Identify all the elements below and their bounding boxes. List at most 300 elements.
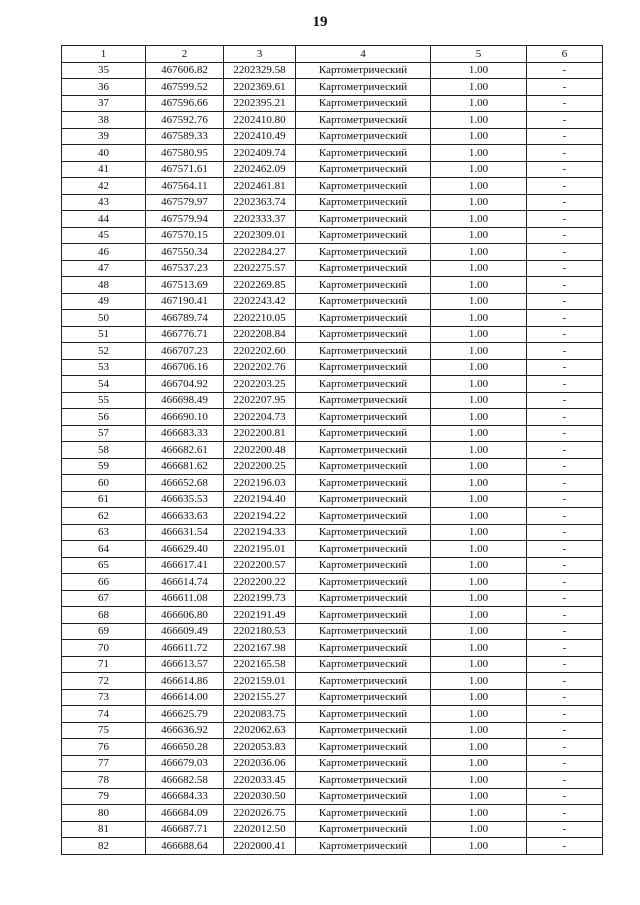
x-coordinate-cell: 467571.61: [146, 161, 224, 178]
accuracy-cell: 1.00: [431, 277, 527, 294]
y-coordinate-cell: 2202269.85: [224, 277, 296, 294]
point-number-cell: 70: [62, 640, 146, 657]
table-row: [62, 178, 603, 195]
x-coordinate-cell: 467570.15: [146, 227, 224, 244]
column-header: 5: [431, 46, 527, 63]
x-coordinate-cell: 466629.40: [146, 541, 224, 558]
note-cell: -: [527, 491, 603, 508]
table-row: [62, 673, 603, 690]
accuracy-cell: 1.00: [431, 244, 527, 261]
method-cell: Картометрический: [296, 211, 431, 228]
y-coordinate-cell: 2202202.60: [224, 343, 296, 360]
x-coordinate-cell: 466690.10: [146, 409, 224, 426]
method-cell: Картометрический: [296, 277, 431, 294]
column-header: 6: [527, 46, 603, 63]
note-cell: -: [527, 425, 603, 442]
table-row: [62, 128, 603, 145]
method-cell: Картометрический: [296, 442, 431, 459]
coordinates-table: [61, 45, 603, 855]
table-row: [62, 821, 603, 838]
point-number-cell: 35: [62, 62, 146, 79]
table-row: [62, 656, 603, 673]
accuracy-cell: 1.00: [431, 706, 527, 723]
point-number-cell: 50: [62, 310, 146, 327]
table-row: [62, 524, 603, 541]
y-coordinate-cell: 2202194.40: [224, 491, 296, 508]
table-row: [62, 755, 603, 772]
y-coordinate-cell: 2202333.37: [224, 211, 296, 228]
y-coordinate-cell: 2202275.57: [224, 260, 296, 277]
y-coordinate-cell: 2202202.76: [224, 359, 296, 376]
column-header: 1: [62, 46, 146, 63]
column-header: 3: [224, 46, 296, 63]
point-number-cell: 73: [62, 689, 146, 706]
method-cell: Картометрический: [296, 95, 431, 112]
y-coordinate-cell: 2202200.25: [224, 458, 296, 475]
x-coordinate-cell: 466683.33: [146, 425, 224, 442]
note-cell: -: [527, 293, 603, 310]
x-coordinate-cell: 466652.68: [146, 475, 224, 492]
y-coordinate-cell: 2202195.01: [224, 541, 296, 558]
method-cell: Картометрический: [296, 706, 431, 723]
x-coordinate-cell: 466625.79: [146, 706, 224, 723]
y-coordinate-cell: 2202159.01: [224, 673, 296, 690]
table-row: [62, 112, 603, 129]
method-cell: Картометрический: [296, 623, 431, 640]
x-coordinate-cell: 466617.41: [146, 557, 224, 574]
method-cell: Картометрический: [296, 656, 431, 673]
method-cell: Картометрический: [296, 788, 431, 805]
x-coordinate-cell: 466682.61: [146, 442, 224, 459]
x-coordinate-cell: 466614.00: [146, 689, 224, 706]
note-cell: -: [527, 574, 603, 591]
accuracy-cell: 1.00: [431, 227, 527, 244]
note-cell: -: [527, 376, 603, 393]
point-number-cell: 47: [62, 260, 146, 277]
table-row: [62, 277, 603, 294]
table-row: [62, 343, 603, 360]
note-cell: -: [527, 755, 603, 772]
note-cell: -: [527, 145, 603, 162]
table-row: [62, 458, 603, 475]
method-cell: Картометрический: [296, 640, 431, 657]
point-number-cell: 65: [62, 557, 146, 574]
point-number-cell: 64: [62, 541, 146, 558]
accuracy-cell: 1.00: [431, 194, 527, 211]
method-cell: Картометрический: [296, 178, 431, 195]
column-header: 2: [146, 46, 224, 63]
note-cell: -: [527, 260, 603, 277]
method-cell: Картометрический: [296, 425, 431, 442]
method-cell: Картометрический: [296, 343, 431, 360]
note-cell: -: [527, 112, 603, 129]
accuracy-cell: 1.00: [431, 805, 527, 822]
x-coordinate-cell: 467589.33: [146, 128, 224, 145]
method-cell: Картометрический: [296, 508, 431, 525]
y-coordinate-cell: 2202196.03: [224, 475, 296, 492]
x-coordinate-cell: 466606.80: [146, 607, 224, 624]
x-coordinate-cell: 466611.72: [146, 640, 224, 657]
accuracy-cell: 1.00: [431, 755, 527, 772]
note-cell: -: [527, 623, 603, 640]
method-cell: Картометрический: [296, 79, 431, 96]
accuracy-cell: 1.00: [431, 62, 527, 79]
method-cell: Картометрический: [296, 145, 431, 162]
y-coordinate-cell: 2202284.27: [224, 244, 296, 261]
method-cell: Картометрический: [296, 128, 431, 145]
accuracy-cell: 1.00: [431, 260, 527, 277]
point-number-cell: 49: [62, 293, 146, 310]
note-cell: -: [527, 805, 603, 822]
point-number-cell: 63: [62, 524, 146, 541]
point-number-cell: 58: [62, 442, 146, 459]
note-cell: -: [527, 79, 603, 96]
method-cell: Картометрический: [296, 359, 431, 376]
note-cell: -: [527, 772, 603, 789]
note-cell: -: [527, 508, 603, 525]
note-cell: -: [527, 442, 603, 459]
table-row: [62, 425, 603, 442]
note-cell: -: [527, 178, 603, 195]
y-coordinate-cell: 2202204.73: [224, 409, 296, 426]
method-cell: Картометрический: [296, 805, 431, 822]
x-coordinate-cell: 466704.92: [146, 376, 224, 393]
accuracy-cell: 1.00: [431, 557, 527, 574]
table-row: [62, 788, 603, 805]
note-cell: -: [527, 475, 603, 492]
note-cell: -: [527, 227, 603, 244]
note-cell: -: [527, 722, 603, 739]
x-coordinate-cell: 467606.82: [146, 62, 224, 79]
table-row: [62, 161, 603, 178]
method-cell: Картометрический: [296, 590, 431, 607]
note-cell: -: [527, 590, 603, 607]
method-cell: Картометрический: [296, 326, 431, 343]
accuracy-cell: 1.00: [431, 607, 527, 624]
method-cell: Картометрический: [296, 838, 431, 855]
page-number: 19: [312, 14, 328, 30]
accuracy-cell: 1.00: [431, 772, 527, 789]
point-number-cell: 56: [62, 409, 146, 426]
x-coordinate-cell: 466687.71: [146, 821, 224, 838]
table-row: [62, 508, 603, 525]
y-coordinate-cell: 2202410.80: [224, 112, 296, 129]
y-coordinate-cell: 2202363.74: [224, 194, 296, 211]
point-number-cell: 81: [62, 821, 146, 838]
accuracy-cell: 1.00: [431, 442, 527, 459]
point-number-cell: 40: [62, 145, 146, 162]
y-coordinate-cell: 2202461.81: [224, 178, 296, 195]
accuracy-cell: 1.00: [431, 475, 527, 492]
x-coordinate-cell: 467599.52: [146, 79, 224, 96]
y-coordinate-cell: 2202030.50: [224, 788, 296, 805]
table-row: [62, 739, 603, 756]
method-cell: Картометрический: [296, 689, 431, 706]
note-cell: -: [527, 211, 603, 228]
x-coordinate-cell: 467513.69: [146, 277, 224, 294]
note-cell: -: [527, 161, 603, 178]
x-coordinate-cell: 466636.92: [146, 722, 224, 739]
table-row: [62, 772, 603, 789]
x-coordinate-cell: 466609.49: [146, 623, 224, 640]
table-row: [62, 838, 603, 855]
y-coordinate-cell: 2202026.75: [224, 805, 296, 822]
note-cell: -: [527, 326, 603, 343]
accuracy-cell: 1.00: [431, 343, 527, 360]
table-row: [62, 409, 603, 426]
table-row: [62, 689, 603, 706]
method-cell: Картометрический: [296, 739, 431, 756]
point-number-cell: 38: [62, 112, 146, 129]
table-row: [62, 541, 603, 558]
note-cell: -: [527, 656, 603, 673]
table-row: [62, 211, 603, 228]
note-cell: -: [527, 706, 603, 723]
method-cell: Картометрический: [296, 376, 431, 393]
x-coordinate-cell: 467596.66: [146, 95, 224, 112]
note-cell: -: [527, 557, 603, 574]
accuracy-cell: 1.00: [431, 293, 527, 310]
x-coordinate-cell: 466650.28: [146, 739, 224, 756]
accuracy-cell: 1.00: [431, 376, 527, 393]
accuracy-cell: 1.00: [431, 359, 527, 376]
note-cell: -: [527, 343, 603, 360]
point-number-cell: 46: [62, 244, 146, 261]
table-row: [62, 805, 603, 822]
table-row: [62, 557, 603, 574]
y-coordinate-cell: 2202243.42: [224, 293, 296, 310]
y-coordinate-cell: 2202203.25: [224, 376, 296, 393]
method-cell: Картометрический: [296, 244, 431, 261]
note-cell: -: [527, 244, 603, 261]
point-number-cell: 48: [62, 277, 146, 294]
x-coordinate-cell: 466789.74: [146, 310, 224, 327]
y-coordinate-cell: 2202200.22: [224, 574, 296, 591]
accuracy-cell: 1.00: [431, 95, 527, 112]
table-row: [62, 62, 603, 79]
note-cell: -: [527, 194, 603, 211]
method-cell: Картометрический: [296, 673, 431, 690]
table-row: [62, 194, 603, 211]
column-header: 4: [296, 46, 431, 63]
note-cell: -: [527, 359, 603, 376]
table-row: [62, 244, 603, 261]
accuracy-cell: 1.00: [431, 392, 527, 409]
x-coordinate-cell: 467190.41: [146, 293, 224, 310]
y-coordinate-cell: 2202191.49: [224, 607, 296, 624]
accuracy-cell: 1.00: [431, 161, 527, 178]
accuracy-cell: 1.00: [431, 821, 527, 838]
method-cell: Картометрический: [296, 574, 431, 591]
point-number-cell: 60: [62, 475, 146, 492]
table-row: [62, 706, 603, 723]
point-number-cell: 36: [62, 79, 146, 96]
x-coordinate-cell: 466633.63: [146, 508, 224, 525]
y-coordinate-cell: 2202410.49: [224, 128, 296, 145]
method-cell: Картометрический: [296, 310, 431, 327]
point-number-cell: 72: [62, 673, 146, 690]
table-row: [62, 326, 603, 343]
x-coordinate-cell: 466635.53: [146, 491, 224, 508]
point-number-cell: 52: [62, 343, 146, 360]
method-cell: Картометрический: [296, 557, 431, 574]
note-cell: -: [527, 524, 603, 541]
method-cell: Картометрический: [296, 260, 431, 277]
y-coordinate-cell: 2202210.05: [224, 310, 296, 327]
method-cell: Картометрический: [296, 458, 431, 475]
point-number-cell: 44: [62, 211, 146, 228]
y-coordinate-cell: 2202369.61: [224, 79, 296, 96]
method-cell: Картометрический: [296, 475, 431, 492]
table-row: [62, 722, 603, 739]
x-coordinate-cell: 467579.94: [146, 211, 224, 228]
point-number-cell: 45: [62, 227, 146, 244]
note-cell: -: [527, 607, 603, 624]
point-number-cell: 71: [62, 656, 146, 673]
note-cell: -: [527, 409, 603, 426]
point-number-cell: 74: [62, 706, 146, 723]
x-coordinate-cell: 466684.33: [146, 788, 224, 805]
accuracy-cell: 1.00: [431, 739, 527, 756]
note-cell: -: [527, 739, 603, 756]
note-cell: -: [527, 640, 603, 657]
method-cell: Картометрический: [296, 62, 431, 79]
point-number-cell: 80: [62, 805, 146, 822]
method-cell: Картометрический: [296, 524, 431, 541]
y-coordinate-cell: 2202462.09: [224, 161, 296, 178]
y-coordinate-cell: 2202053.83: [224, 739, 296, 756]
y-coordinate-cell: 2202194.33: [224, 524, 296, 541]
table-row: [62, 227, 603, 244]
accuracy-cell: 1.00: [431, 508, 527, 525]
point-number-cell: 69: [62, 623, 146, 640]
x-coordinate-cell: 467550.34: [146, 244, 224, 261]
y-coordinate-cell: 2202036.06: [224, 755, 296, 772]
accuracy-cell: 1.00: [431, 458, 527, 475]
accuracy-cell: 1.00: [431, 656, 527, 673]
x-coordinate-cell: 467579.97: [146, 194, 224, 211]
point-number-cell: 68: [62, 607, 146, 624]
table-row: [62, 623, 603, 640]
point-number-cell: 59: [62, 458, 146, 475]
accuracy-cell: 1.00: [431, 178, 527, 195]
table-row: [62, 491, 603, 508]
point-number-cell: 54: [62, 376, 146, 393]
accuracy-cell: 1.00: [431, 722, 527, 739]
x-coordinate-cell: 467592.76: [146, 112, 224, 129]
point-number-cell: 61: [62, 491, 146, 508]
y-coordinate-cell: 2202165.58: [224, 656, 296, 673]
accuracy-cell: 1.00: [431, 310, 527, 327]
method-cell: Картометрический: [296, 161, 431, 178]
method-cell: Картометрический: [296, 755, 431, 772]
accuracy-cell: 1.00: [431, 590, 527, 607]
y-coordinate-cell: 2202395.21: [224, 95, 296, 112]
method-cell: Картометрический: [296, 722, 431, 739]
point-number-cell: 51: [62, 326, 146, 343]
x-coordinate-cell: 466679.03: [146, 755, 224, 772]
accuracy-cell: 1.00: [431, 79, 527, 96]
accuracy-cell: 1.00: [431, 673, 527, 690]
method-cell: Картометрический: [296, 409, 431, 426]
accuracy-cell: 1.00: [431, 425, 527, 442]
y-coordinate-cell: 2202180.53: [224, 623, 296, 640]
point-number-cell: 53: [62, 359, 146, 376]
y-coordinate-cell: 2202207.95: [224, 392, 296, 409]
point-number-cell: 39: [62, 128, 146, 145]
note-cell: -: [527, 62, 603, 79]
accuracy-cell: 1.00: [431, 574, 527, 591]
note-cell: -: [527, 458, 603, 475]
y-coordinate-cell: 2202409.74: [224, 145, 296, 162]
point-number-cell: 75: [62, 722, 146, 739]
table-row: [62, 95, 603, 112]
y-coordinate-cell: 2202200.81: [224, 425, 296, 442]
method-cell: Картометрический: [296, 772, 431, 789]
y-coordinate-cell: 2202200.48: [224, 442, 296, 459]
accuracy-cell: 1.00: [431, 326, 527, 343]
point-number-cell: 77: [62, 755, 146, 772]
table-row: [62, 293, 603, 310]
method-cell: Картометрический: [296, 194, 431, 211]
table-row: [62, 392, 603, 409]
accuracy-cell: 1.00: [431, 409, 527, 426]
y-coordinate-cell: 2202012.50: [224, 821, 296, 838]
method-cell: Картометрический: [296, 112, 431, 129]
method-cell: Картометрический: [296, 491, 431, 508]
y-coordinate-cell: 2202155.27: [224, 689, 296, 706]
y-coordinate-cell: 2202194.22: [224, 508, 296, 525]
y-coordinate-cell: 2202208.84: [224, 326, 296, 343]
y-coordinate-cell: 2202033.45: [224, 772, 296, 789]
method-cell: Картометрический: [296, 227, 431, 244]
x-coordinate-cell: 466631.54: [146, 524, 224, 541]
accuracy-cell: 1.00: [431, 145, 527, 162]
note-cell: -: [527, 128, 603, 145]
table-row: [62, 310, 603, 327]
method-cell: Картометрический: [296, 293, 431, 310]
point-number-cell: 82: [62, 838, 146, 855]
table-row: [62, 79, 603, 96]
table-row: [62, 376, 603, 393]
table-row: [62, 359, 603, 376]
point-number-cell: 78: [62, 772, 146, 789]
point-number-cell: 41: [62, 161, 146, 178]
note-cell: -: [527, 95, 603, 112]
accuracy-cell: 1.00: [431, 128, 527, 145]
x-coordinate-cell: 466611.08: [146, 590, 224, 607]
x-coordinate-cell: 466614.74: [146, 574, 224, 591]
point-number-cell: 79: [62, 788, 146, 805]
point-number-cell: 43: [62, 194, 146, 211]
point-number-cell: 67: [62, 590, 146, 607]
note-cell: -: [527, 788, 603, 805]
x-coordinate-cell: 466613.57: [146, 656, 224, 673]
note-cell: -: [527, 838, 603, 855]
table-row: [62, 590, 603, 607]
y-coordinate-cell: 2202329.58: [224, 62, 296, 79]
method-cell: Картометрический: [296, 607, 431, 624]
table-row: [62, 574, 603, 591]
note-cell: -: [527, 310, 603, 327]
table-row: [62, 475, 603, 492]
y-coordinate-cell: 2202167.98: [224, 640, 296, 657]
x-coordinate-cell: 467537.23: [146, 260, 224, 277]
y-coordinate-cell: 2202000.41: [224, 838, 296, 855]
note-cell: -: [527, 277, 603, 294]
accuracy-cell: 1.00: [431, 623, 527, 640]
point-number-cell: 76: [62, 739, 146, 756]
